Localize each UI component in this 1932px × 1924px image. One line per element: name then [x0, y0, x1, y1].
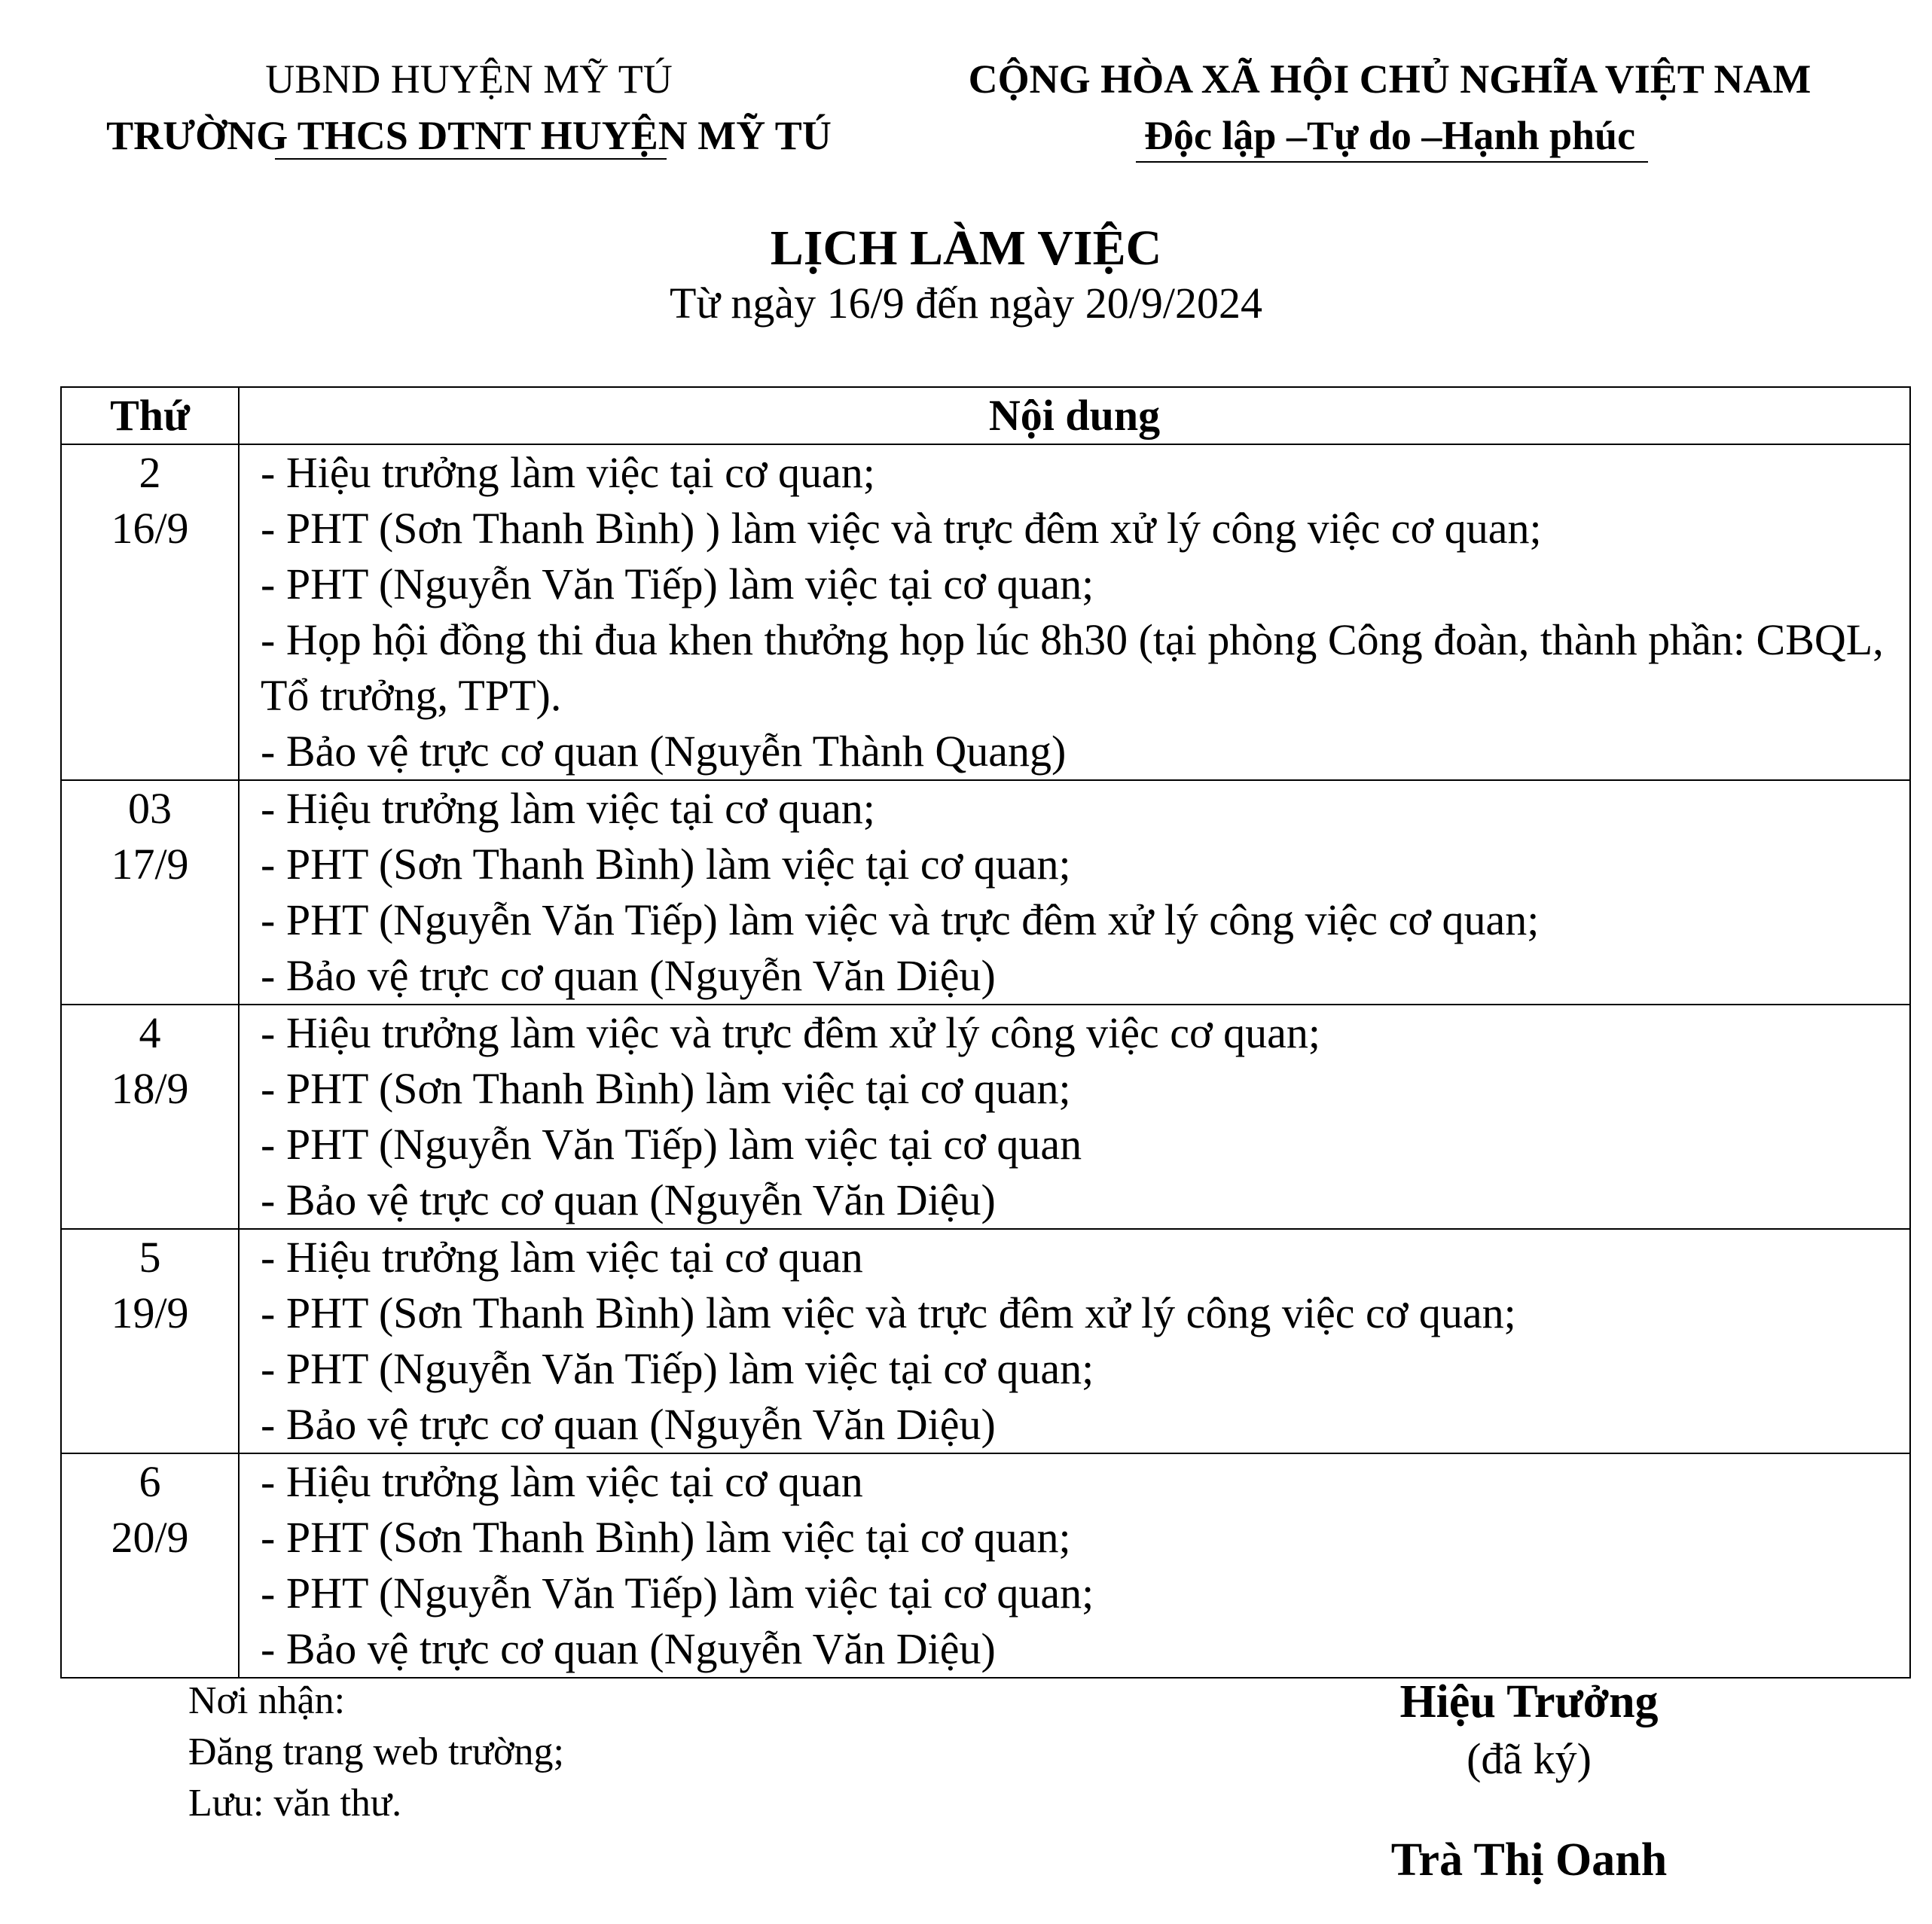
table-row	[61, 1229, 1910, 1453]
task-line: - Bảo vệ trực cơ quan (Nguyễn Thành Quang)	[261, 727, 1067, 776]
signer-name: Trà Thị Oanh	[1390, 1834, 1668, 1886]
weekday: 5	[139, 1233, 161, 1282]
task-line: - PHT (Nguyễn Văn Tiếp) làm việc tại cơ quan;	[261, 1569, 1094, 1618]
date: 20/9	[111, 1513, 189, 1562]
recipient-item: Lưu: văn thư.	[188, 1782, 402, 1825]
weekday: 4	[139, 1008, 161, 1057]
signed-note: (đã ký)	[1467, 1734, 1592, 1783]
task-line: - PHT (Nguyễn Văn Tiếp) làm việc và trực đêm xử lý công việc cơ quan;	[261, 895, 1540, 944]
date: 16/9	[111, 504, 189, 553]
task-line: - PHT (Sơn Thanh Bình) ) làm việc và trực đêm xử lý công việc cơ quan;	[261, 504, 1542, 553]
recipients-block	[188, 1675, 564, 1829]
day-cell	[61, 1005, 239, 1229]
school-name: TRƯỜNG THCS DTNT HUYỆN MỸ TÚ	[106, 113, 832, 158]
table-row	[61, 780, 1910, 1005]
task-line: - Bảo vệ trực cơ quan (Nguyễn Văn Diệu)	[261, 1624, 996, 1673]
nation-name: CỘNG HÒA XÃ HỘI CHỦ NGHĨA VIỆT NAM	[968, 56, 1811, 102]
document-title: LỊCH LÀM VIỆC	[770, 221, 1162, 276]
task-line: - Hiệu trưởng làm việc tại cơ quan;	[261, 448, 875, 497]
recipient-item: Đăng trang web trường;	[188, 1730, 565, 1773]
table-row	[61, 444, 1910, 780]
task-line: - Hiệu trưởng làm việc tại cơ quan	[261, 1233, 863, 1282]
table-header-row	[61, 387, 1910, 444]
motto-underline	[1136, 161, 1648, 163]
table-row	[61, 1005, 1910, 1229]
task-line: - Bảo vệ trực cơ quan (Nguyễn Văn Diệu)	[261, 951, 996, 1000]
column-header-content: Nội dung	[239, 387, 1910, 444]
task-line: - PHT (Nguyễn Văn Tiếp) làm việc tại cơ quan;	[261, 560, 1094, 608]
content-cell	[239, 1005, 1910, 1229]
task-line: - PHT (Sơn Thanh Bình) làm việc và trực đêm xử lý công việc cơ quan;	[261, 1288, 1516, 1337]
task-line: - Hiệu trưởng làm việc tại cơ quan	[261, 1457, 863, 1506]
day-cell	[61, 780, 239, 1005]
day-cell	[61, 1229, 239, 1453]
task-line: - Bảo vệ trực cơ quan (Nguyễn Văn Diệu)	[261, 1400, 996, 1449]
task-line: - PHT (Nguyễn Văn Tiếp) làm việc tại cơ quan	[261, 1120, 1082, 1169]
content-cell	[239, 1229, 1910, 1453]
signer-role: Hiệu Trưởng	[1399, 1676, 1659, 1727]
content-cell	[239, 780, 1910, 1005]
table-row	[61, 1453, 1910, 1678]
task-line: - Họp hội đồng thi đua khen thưởng họp lúc 8h30 (tại phòng Công đoàn, thành phần: CBQL, Tổ trưởng, TPT).	[261, 615, 1884, 720]
date: 18/9	[111, 1064, 189, 1113]
date: 19/9	[111, 1288, 189, 1337]
task-line: - PHT (Sơn Thanh Bình) làm việc tại cơ quan;	[261, 1513, 1071, 1562]
recipients-label: Nơi nhận:	[188, 1679, 346, 1722]
weekday: 6	[139, 1457, 161, 1506]
weekday: 03	[128, 784, 172, 833]
task-line: - Hiệu trưởng làm việc tại cơ quan;	[261, 784, 875, 833]
task-line: - PHT (Sơn Thanh Bình) làm việc tại cơ quan;	[261, 840, 1071, 889]
school-underline	[275, 158, 667, 160]
day-cell	[61, 1453, 239, 1678]
task-line: - PHT (Nguyễn Văn Tiếp) làm việc tại cơ quan;	[261, 1344, 1094, 1393]
task-line: - Bảo vệ trực cơ quan (Nguyễn Văn Diệu)	[261, 1175, 996, 1224]
schedule-table	[60, 386, 1911, 1679]
motto: Độc lập –Tự do –Hạnh phúc	[1143, 113, 1636, 158]
content-cell	[239, 1453, 1910, 1678]
agency-name: UBND HUYỆN MỸ TÚ	[265, 56, 673, 102]
date: 17/9	[111, 840, 189, 889]
task-line: - PHT (Sơn Thanh Bình) làm việc tại cơ quan;	[261, 1064, 1071, 1113]
document-subtitle: Từ ngày 16/9 đến ngày 20/9/2024	[670, 279, 1262, 328]
task-line: - Hiệu trưởng làm việc và trực đêm xử lý công việc cơ quan;	[261, 1008, 1321, 1057]
column-header-day: Thứ	[61, 387, 239, 444]
content-cell	[239, 444, 1910, 780]
weekday: 2	[139, 448, 161, 497]
day-cell	[61, 444, 239, 780]
